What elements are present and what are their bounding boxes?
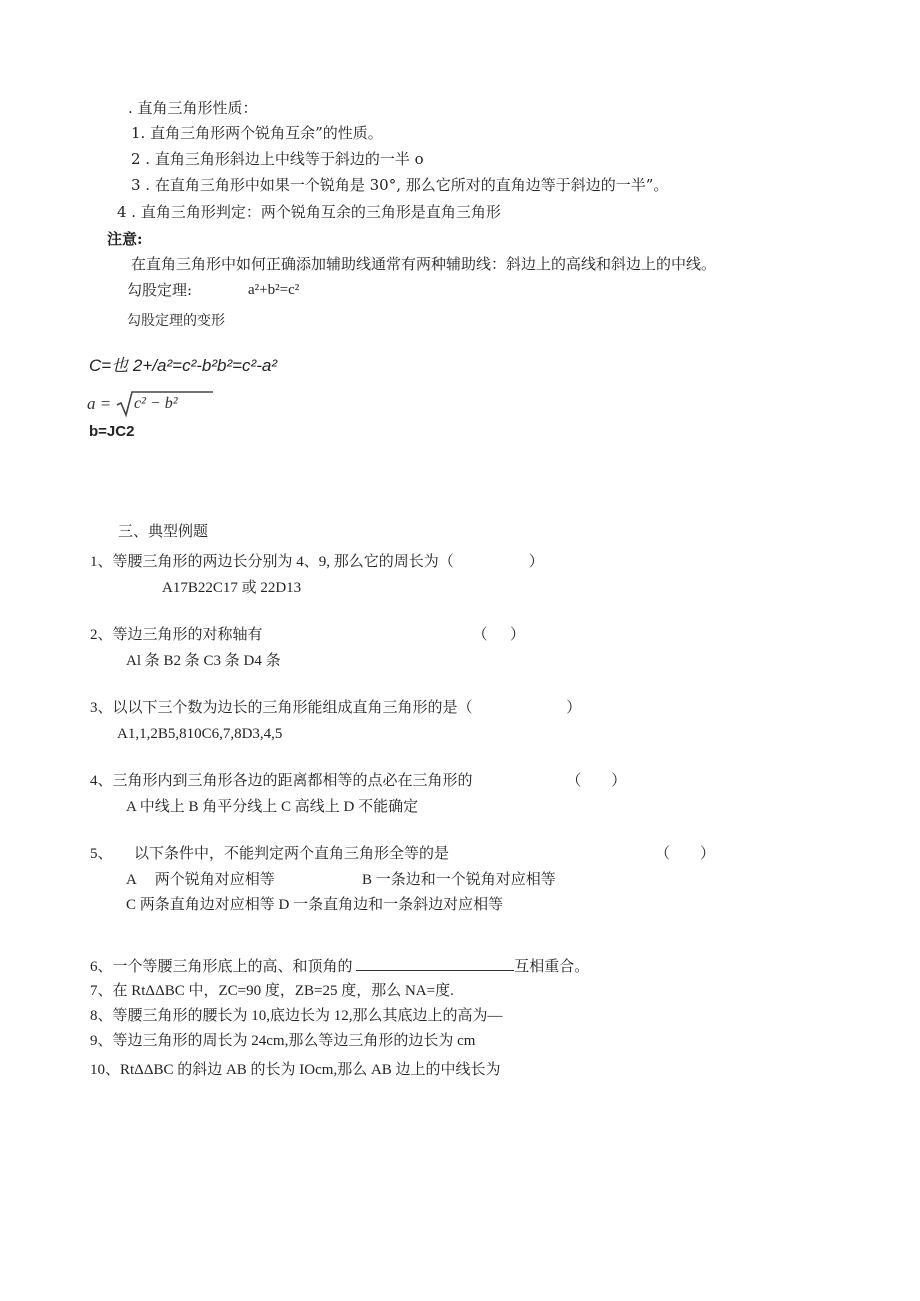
question-6 [90, 956, 589, 977]
pythagoras-formula: a²+b²=c² [248, 282, 300, 298]
question-6-text: 6、一个等腰三角形底上的高、和顶角的 [90, 959, 357, 975]
sqrt-formula [87, 390, 197, 418]
question-5-option-a: A 两个锐角对应相等 [126, 872, 275, 888]
question-10: 10、RtΔΔBC 的斜边 AB 的长为 IOcm,那么 AB 边上的中线长为 [90, 1062, 501, 1078]
question-9: 9、等边三角形的周长为 24cm,那么等边三角形的边长为 cm [90, 1033, 476, 1049]
question-5: 以下条件中，不能判定两个直角三角形全等的是 [134, 846, 450, 862]
question-4: 4、三角形内到三角形各边的距离都相等的点必在三角形的 （ ） [90, 773, 627, 789]
note-text: 在直角三角形中如何正确添加辅助线通常有两种辅助线：斜边上的高线和斜边上的中线。 [131, 255, 717, 273]
pythagoras-label: 勾股定理: [127, 281, 193, 299]
question-8: 8、等腰三角形的腰长为 10,底边长为 12,那么其底边上的高为— [90, 1008, 503, 1024]
question-6-text-end: 互相重合。 [514, 959, 590, 975]
pythagoras-variant-3: b=JC2 [89, 423, 135, 440]
question-5-number: 5、 [90, 846, 113, 862]
properties-heading: . 直角三角形性质： [128, 99, 258, 117]
question-6-blank[interactable] [356, 956, 514, 971]
property-4: 4 . 直角三角形判定：两个锐角互余的三角形是直角三角形 [117, 203, 501, 221]
question-5-paren: （ ） [655, 846, 716, 862]
pythagoras-variants-label: 勾股定理的变形 [127, 313, 225, 329]
question-3-options: A1,1,2B5,810C6,7,8D3,4,5 [117, 726, 283, 742]
pythagoras-variant-1: C=也 2+/a²=c²-b²b²=c²-a² [89, 356, 277, 375]
property-1: 1. 直角三角形两个锐角互余”的性质。 [131, 124, 383, 142]
question-1: 1、等腰三角形的两边长分别为 4、9, 那么它的周长为（ ） [90, 554, 544, 570]
examples-heading: 三、典型例题 [118, 522, 209, 540]
question-7: 7、在 RtΔΔBC 中，ZC=90 度，ZB=25 度，那么 NA=度. [90, 983, 454, 999]
sqrt-formula-rhs: c² − b² [134, 395, 178, 412]
note-label: 注意: [107, 230, 143, 248]
property-2: 2 . 直角三角形斜边上中线等于斜边的一半 o [131, 150, 424, 168]
question-1-options: A17B22C17 或 22D13 [162, 580, 302, 596]
question-5-options-cd: C 两条直角边对应相等 D 一条直角边和一条斜边对应相等 [126, 897, 504, 913]
question-3: 3、以以下三个数为边长的三角形能组成直角三角形的是（ ） [90, 700, 582, 716]
question-2: 2、等边三角形的对称轴有 （ ） [90, 627, 526, 643]
question-5-option-b: B 一条边和一个锐角对应相等 [362, 872, 556, 888]
question-2-options: Al 条 B2 条 C3 条 D4 条 [126, 653, 281, 669]
property-3: 3 . 在直角三角形中如果一个锐角是 30°, 那么它所对的直角边等于斜边的一半”。 [131, 176, 669, 194]
sqrt-formula-lhs: a = [87, 394, 112, 413]
question-4-options: A 中线上 B 角平分线上 C 高线上 D 不能确定 [126, 799, 419, 815]
